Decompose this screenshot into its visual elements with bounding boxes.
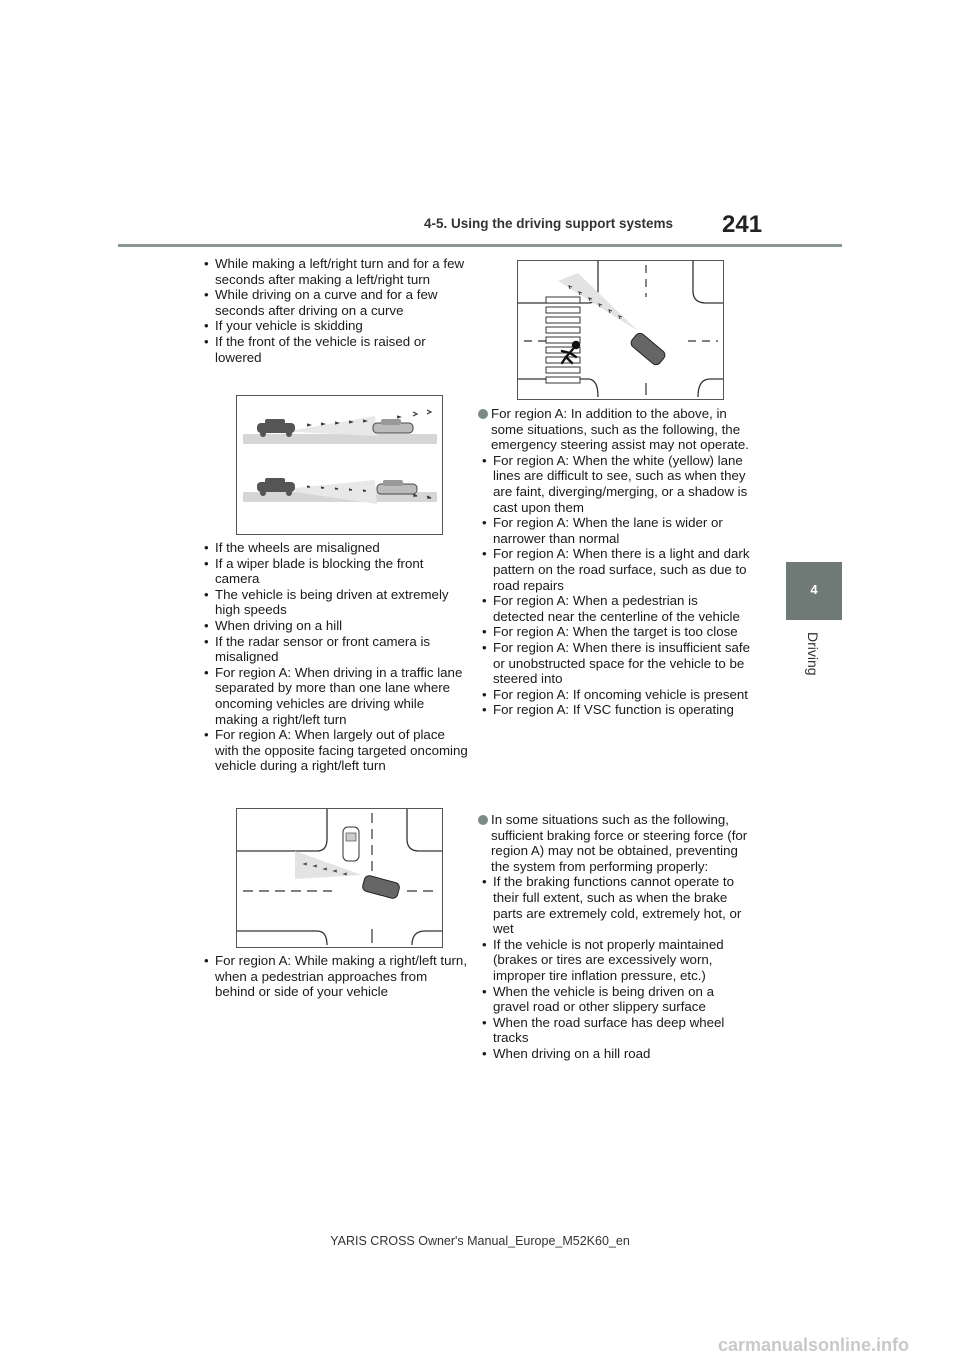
list-item: • For region A: When the target is too close bbox=[478, 624, 750, 640]
left-list-2 bbox=[200, 540, 468, 774]
list-item: • When driving on a hill road bbox=[478, 1046, 750, 1062]
list-item: • For region A: When there is insufficient safe or unobstructed space for the vehicle to be steered into bbox=[478, 640, 750, 687]
list-item: • If a wiper blade is blocking the front camera bbox=[200, 556, 468, 587]
list-item: • The vehicle is being driven at extremely high speeds bbox=[200, 587, 468, 618]
right-section-2 bbox=[478, 812, 750, 1062]
chapter-number: 4 bbox=[810, 582, 818, 597]
chapter-tab bbox=[786, 562, 842, 620]
list-item: • For region A: When the white (yellow) lane lines are difficult to see, such as when they are faint, diverging/merging, or a shadow is cast upon them bbox=[478, 453, 750, 515]
left-list-1 bbox=[200, 256, 468, 365]
paragraph: In some situations such as the following, sufficient braking force or steering force (for region A) may not be obtained, preventing the system from performing properly: bbox=[478, 812, 750, 874]
list-item: • For region A: If oncoming vehicle is present bbox=[478, 687, 750, 703]
list-item: • For region A: When there is a light and dark pattern on the road surface, such as due to road repairs bbox=[478, 546, 750, 593]
left-list-3 bbox=[200, 953, 468, 1000]
paragraph bbox=[478, 406, 750, 453]
figure-vehicle-pitch bbox=[236, 395, 443, 535]
svg-text:carmanualsonline.info: carmanualsonline.info bbox=[718, 1335, 910, 1355]
list-item: • While making a left/right turn and for a few seconds after making a left/right turn bbox=[200, 256, 468, 287]
list-item: • For region A: When largely out of place with the opposite facing targeted oncoming vehicle during a right/left turn bbox=[200, 727, 468, 774]
page-number: 241 bbox=[722, 211, 763, 238]
list-item: • If the vehicle is not properly maintained (brakes or tires are excessively worn, improper tire inflation pressure, etc.) bbox=[478, 937, 750, 984]
list-item: • If the radar sensor or front camera is misaligned bbox=[200, 634, 468, 665]
list-item: • If the braking functions cannot operate to their full extent, such as when the brake parts are extremely cold, extremely hot, or wet bbox=[478, 874, 750, 936]
list-item: • If the wheels are misaligned bbox=[200, 540, 468, 556]
paragraph-text: In addition to the above, in some situations, such as the following, the emergency steering assist may not operate. bbox=[491, 406, 749, 453]
footer-manual-id: YARIS CROSS Owner's Manual_Europe_M52K60_en bbox=[330, 1234, 630, 1248]
figure-pedestrian-crossing bbox=[517, 260, 724, 400]
list-item: • When the road surface has deep wheel tracks bbox=[478, 1015, 750, 1046]
list-item: • If your vehicle is skidding bbox=[200, 318, 468, 334]
list-item: • While driving on a curve and for a few seconds after driving on a curve bbox=[200, 287, 468, 318]
right-section-1 bbox=[478, 406, 750, 718]
list-item: • For region A: When the lane is wider or narrower than normal bbox=[478, 515, 750, 546]
list-item: • For region A: While making a right/left turn, when a pedestrian approaches from behind or side of your vehicle bbox=[200, 953, 468, 1000]
watermark-logo bbox=[710, 1332, 960, 1358]
region-prefix: For region A: bbox=[491, 406, 568, 421]
chapter-label: Driving bbox=[805, 632, 821, 676]
header-rule bbox=[118, 244, 842, 247]
figure-turn-oncoming bbox=[236, 808, 443, 948]
list-item: • When the vehicle is being driven on a gravel road or other slippery surface bbox=[478, 984, 750, 1015]
list-item: • For region A: When driving in a traffic lane separated by more than one lane where oncoming vehicles are driving while making a right/left turn bbox=[200, 665, 468, 727]
list-item: • When driving on a hill bbox=[200, 618, 468, 634]
list-item: • For region A: If VSC function is operating bbox=[478, 702, 750, 718]
section-title: 4-5. Using the driving support systems bbox=[424, 216, 674, 231]
list-item: • For region A: When a pedestrian is detected near the centerline of the vehicle bbox=[478, 593, 750, 624]
list-item: • If the front of the vehicle is raised or lowered bbox=[200, 334, 468, 365]
